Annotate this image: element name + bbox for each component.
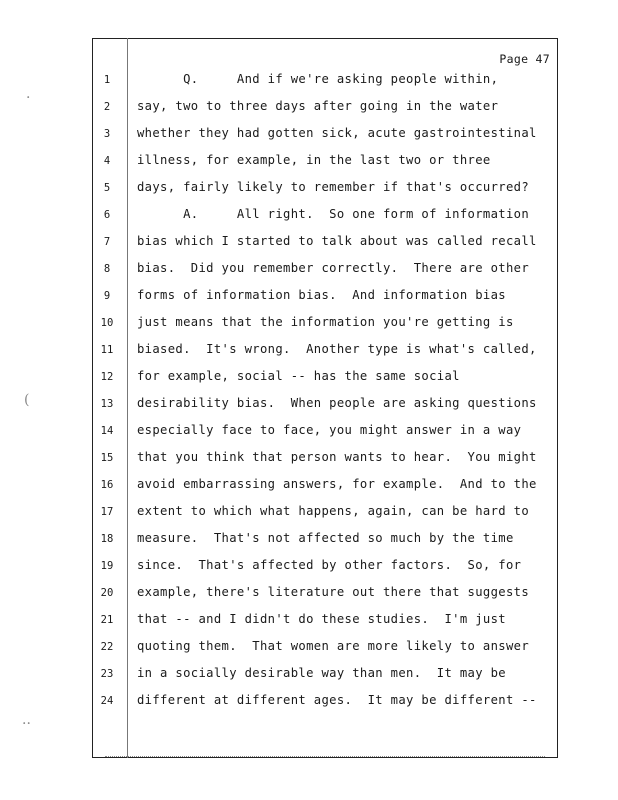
- line-text: especially face to face, you might answer in a way: [137, 423, 522, 437]
- line-text: biased. It's wrong. Another type is what's called,: [137, 342, 537, 356]
- transcript-line: [0, 288, 618, 308]
- line-text: that you think that person wants to hear. You might: [137, 450, 537, 464]
- line-text: bias. Did you remember correctly. There are other: [137, 261, 530, 275]
- line-text: just means that the information you're getting is: [137, 315, 514, 329]
- line-text: desirability bias. When people are asking questions: [137, 396, 537, 410]
- line-text: forms of information bias. And information bias: [137, 288, 506, 302]
- transcript-line: [0, 693, 618, 713]
- transcript-line: [0, 261, 618, 281]
- line-text: quoting them. That women are more likely to answer: [137, 639, 530, 653]
- scan-artifact-mark: ·: [26, 90, 31, 106]
- line-text: since. That's affected by other factors. So, for: [137, 558, 522, 572]
- line-number: 1: [103, 74, 111, 86]
- transcript-line: [0, 369, 618, 389]
- line-text: in a socially desirable way than men. It may be: [137, 666, 506, 680]
- transcript-line: [0, 558, 618, 578]
- line-number: 11: [100, 344, 114, 356]
- line-number: 2: [103, 101, 111, 113]
- transcript-line: [0, 531, 618, 551]
- line-text: bias which I started to talk about was called recall: [137, 234, 537, 248]
- line-text: say, two to three days after going in the water: [137, 99, 499, 113]
- scan-bottom-edge: [105, 756, 545, 757]
- scan-artifact-mark: ··: [22, 716, 31, 732]
- line-text: for example, social -- has the same social: [137, 369, 460, 383]
- line-number: 15: [100, 452, 114, 464]
- line-number: 21: [100, 614, 114, 626]
- transcript-line: [0, 207, 618, 227]
- transcript-line: [0, 612, 618, 632]
- line-number: 6: [103, 209, 111, 221]
- line-text: example, there's literature out there that suggests: [137, 585, 530, 599]
- line-text: measure. That's not affected so much by the time: [137, 531, 514, 545]
- line-number: 12: [100, 371, 114, 383]
- line-text: Q. And if we're asking people within,: [137, 72, 499, 86]
- transcript-line: [0, 639, 618, 659]
- transcript-line: [0, 504, 618, 524]
- line-number: 22: [100, 641, 114, 653]
- line-number: 5: [103, 182, 111, 194]
- line-number: 8: [103, 263, 111, 275]
- line-text: that -- and I didn't do these studies. I'm just: [137, 612, 506, 626]
- line-text: illness, for example, in the last two or three: [137, 153, 491, 167]
- transcript-line: [0, 396, 618, 416]
- line-text: whether they had gotten sick, acute gastrointestinal: [137, 126, 537, 140]
- line-number: 16: [100, 479, 114, 491]
- line-number: 13: [100, 398, 114, 410]
- line-number: 3: [103, 128, 111, 140]
- transcript-line: [0, 153, 618, 173]
- transcript-line: [0, 99, 618, 119]
- transcript-line: [0, 666, 618, 686]
- line-text: different at different ages. It may be different --: [137, 693, 537, 707]
- line-number: 7: [103, 236, 111, 248]
- line-number: 9: [103, 290, 111, 302]
- line-number: 23: [100, 668, 114, 680]
- transcript-line: [0, 342, 618, 362]
- line-number: 24: [100, 695, 114, 707]
- transcript-line: [0, 126, 618, 146]
- transcript-line: [0, 423, 618, 443]
- scan-artifact-mark: (: [24, 392, 30, 408]
- transcript-line: [0, 180, 618, 200]
- line-number: 10: [100, 317, 114, 329]
- line-number: 17: [100, 506, 114, 518]
- line-text: extent to which what happens, again, can be hard to: [137, 504, 530, 518]
- transcript-line: [0, 585, 618, 605]
- line-number: 14: [100, 425, 114, 437]
- transcript-line: [0, 72, 618, 92]
- line-text: A. All right. So one form of information: [137, 207, 530, 221]
- page-number: Page 47: [499, 52, 550, 66]
- transcript-line: [0, 234, 618, 254]
- transcript-line: [0, 477, 618, 497]
- line-text: avoid embarrassing answers, for example. And to the: [137, 477, 537, 491]
- line-text: days, fairly likely to remember if that's occurred?: [137, 180, 530, 194]
- transcript-line: [0, 315, 618, 335]
- line-number: 4: [103, 155, 111, 167]
- transcript-line: [0, 450, 618, 470]
- line-number: 19: [100, 560, 114, 572]
- line-number: 20: [100, 587, 114, 599]
- line-number: 18: [100, 533, 114, 545]
